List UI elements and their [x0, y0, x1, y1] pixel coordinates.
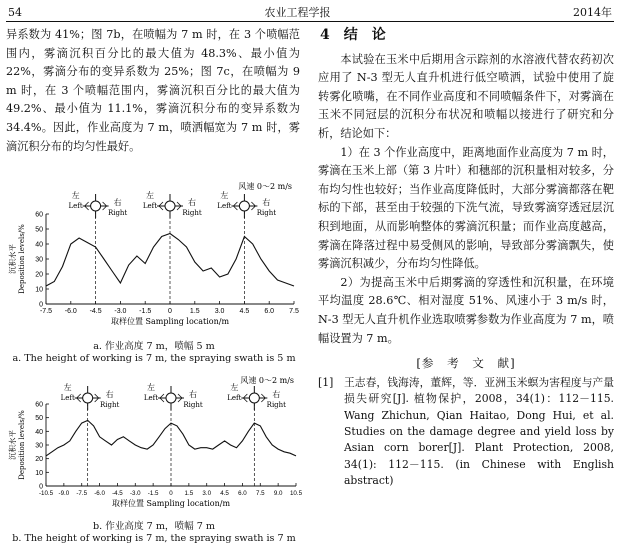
x-tick-label: 6.0 [238, 490, 247, 497]
running-header [8, 4, 612, 20]
header-rule [6, 21, 614, 22]
right-label-en: Right [266, 401, 286, 409]
x-axis-label: 取样位置 Sampling location/m [110, 317, 230, 326]
right-label-en: Right [107, 209, 128, 217]
right-label-cn: 右 [262, 198, 271, 207]
reference-number: [1] [318, 375, 334, 389]
helicopter-icon [231, 194, 257, 218]
x-tick-label: -1.5 [139, 308, 152, 315]
references-heading: [参 考 文 献] [416, 356, 516, 371]
journal-name: 农业工程学报 [264, 6, 331, 19]
x-tick-label: -3.0 [114, 308, 127, 315]
x-tick-label: 4.5 [220, 490, 229, 497]
reference-item [318, 375, 614, 490]
y-axis-label-cn: 沉积水平 [8, 244, 17, 274]
x-tick-label: -4.5 [112, 490, 123, 497]
right-label-en: Right [182, 209, 202, 217]
x-tick-label: 3.0 [214, 308, 225, 315]
helicopter-icon [241, 386, 267, 410]
x-tick-label: 7.5 [255, 490, 265, 497]
helicopter-icon [83, 194, 109, 218]
x-tick-label: 6.0 [264, 308, 275, 315]
left-label-en: Left [68, 202, 83, 210]
x-tick-label: -7.5 [39, 308, 53, 315]
year: 2014年 [573, 6, 612, 19]
left-paragraph: 异系数为 41%；图 7b，在喷幅为 7 m 时，在 3 个喷幅范围内，雾滴沉积百分比的最大值为 48.3%、最小值为 22%，雾滴分布的变异系数为 25%；图 7c，在喷幅为 9 m 时，在 3 个喷幅范围内，雾滴沉积百分比的最大值为 49.2%、最小值为 11.1%，雾滴沉积分布的变异系数为 34.4%。因此，作业高度为 7 m，喷洒幅宽为 7 m 时，雾滴沉积分布的均匀性最好。 [6, 28, 300, 153]
left-label-cn: 左 [220, 191, 229, 200]
y-tick-label: 40 [35, 241, 43, 249]
figure-a [6, 176, 302, 365]
figure-b-caption-en: b. The height of working is 7 m, the spraying swath is 7 m [12, 533, 296, 544]
left-label-cn: 左 [230, 383, 239, 392]
x-tick-label: -6.0 [94, 490, 105, 497]
x-tick-label: -3.0 [129, 490, 141, 497]
left-label-cn: 左 [146, 191, 154, 200]
y-axis-label-en: Deposition levels/% [18, 224, 26, 294]
section-heading: 4 结 论 [320, 27, 386, 43]
helicopter-icon [158, 386, 184, 410]
x-tick-label: 10.5 [289, 490, 302, 497]
x-tick-label: 0 [169, 490, 173, 497]
right-label-en: Right [100, 401, 120, 409]
y-tick-label: 0 [39, 483, 43, 491]
left-label-en: Left [217, 202, 232, 210]
x-tick-label: -1.5 [147, 490, 159, 497]
wind-speed-label: 风速 0～2 m/s [240, 376, 294, 385]
body-circle [249, 393, 259, 403]
right-label-cn: 右 [105, 390, 114, 399]
y-tick-label: 30 [35, 442, 43, 450]
chart-b [6, 370, 302, 521]
left-column [6, 26, 300, 156]
x-tick-label: 1.5 [189, 308, 200, 315]
y-tick-label: 50 [35, 415, 43, 423]
x-tick-label: -6.0 [64, 308, 77, 315]
body-circle [91, 201, 101, 211]
y-tick-label: 60 [35, 211, 43, 219]
x-tick-label: 3.0 [202, 490, 212, 497]
conclusion-point-1: 1）在 3 个作业高度中，距离地面作业高度为 7 m 时，雾滴在玉米上部（第 3 片叶）和穗部的沉积量相对较多，分布均匀性也较好；当作业高度降低时，大部分雾滴都落在靶标的下部，甚至由于较强的下洗气流，导致雾滴穿透冠层沉积到地面，从而影响整体的雾滴沉积量；而作业高度越高，雾滴在降落过程中易受侧风的影响，导致部分雾滴飘失，使雾滴沉积减少，分布均匀性降低。 [318, 145, 614, 271]
figure-b [6, 370, 302, 545]
y-tick-label: 20 [35, 456, 43, 464]
right-label-en: Right [183, 401, 203, 409]
x-tick-label: 9.0 [273, 490, 283, 497]
x-tick-label: 0 [168, 308, 172, 315]
x-tick-label: -7.5 [76, 490, 88, 497]
y-tick-label: 10 [35, 469, 43, 477]
left-label-cn: 左 [71, 191, 80, 200]
right-label-cn: 右 [113, 198, 122, 207]
chart-a [6, 176, 302, 341]
x-tick-label: -4.5 [89, 308, 102, 315]
body-circle [239, 201, 249, 211]
x-tick-label: 7.5 [289, 308, 299, 315]
right-label-en: Right [256, 209, 277, 217]
wind-speed-label: 风速 0～2 m/s [238, 182, 292, 191]
helicopter-icon [157, 194, 183, 218]
conclusion-paragraph: 本试验在玉米中后期用含示踪剂的水溶液代替农药初次应用了 N-3 型无人直升机进行低空喷洒，试验中使用了旋转雾化喷嘴，在不同作业高度和不同喷幅条件下，对雾滴在玉米不同冠层的沉积分布状况和喷幅以接进行了研究和分析，结论如下： [318, 52, 614, 140]
figure-a-caption-en: a. The height of working is 7 m, the spraying swath is 5 m [12, 353, 296, 364]
right-column [318, 26, 614, 490]
left-label-en: Left [227, 394, 242, 402]
left-label-cn: 左 [63, 383, 72, 392]
y-tick-label: 40 [35, 428, 43, 436]
figure-a-caption-cn: a. 作业高度 7 m，喷幅 5 m [93, 341, 215, 352]
x-tick-label: -9.0 [58, 490, 70, 497]
y-tick-label: 0 [39, 301, 43, 309]
x-tick-label: 1.5 [184, 490, 194, 497]
helicopter-icon [75, 386, 101, 410]
x-tick-label: 4.5 [239, 308, 250, 315]
y-axis-label-cn: 沉积水平 [8, 430, 17, 460]
page-number: 54 [8, 5, 22, 19]
figure-b-caption-cn: b. 作业高度 7 m，喷幅 7 m [93, 521, 215, 532]
right-label-cn: 右 [189, 390, 197, 399]
left-label-en: Left [142, 202, 158, 210]
x-tick-label: -10.5 [38, 490, 54, 497]
left-label-en: Left [143, 394, 159, 402]
reference-text: 王志春，钱海涛，董辉，等．亚洲玉米螟为害程度与产量损失研究[J]. 植物保护，2008，34(1)：112－115. Wang Zhichun, Qian Haitao, Dong Hui, et al. Studies on the damage degree and yield loss by Asian corn borer[J]. Plant Protection, 2008, 34(1): 112－115. (in Chinese with English abstract) [344, 375, 614, 488]
y-tick-label: 60 [35, 401, 43, 409]
right-label-cn: 右 [188, 198, 196, 207]
y-axis-label-en: Deposition levels/% [18, 410, 26, 480]
right-label-cn: 右 [272, 390, 281, 399]
body-circle [83, 393, 93, 403]
y-tick-label: 50 [35, 226, 43, 234]
left-label-cn: 左 [147, 383, 155, 392]
y-tick-label: 20 [35, 271, 43, 279]
y-tick-label: 10 [35, 286, 43, 294]
body-circle [165, 201, 175, 211]
conclusion-point-2: 2）为提高玉米中后期雾滴的穿透性和沉积量，在环境平均温度 28.6℃、相对湿度 51%、风速小于 3 m/s 时，N-3 型无人直升机作业选取喷雾参数为作业高度为 7 m，喷幅设置为 7 m。 [318, 275, 614, 345]
body-circle [166, 393, 176, 403]
left-label-en: Left [60, 394, 75, 402]
y-tick-label: 30 [35, 256, 43, 264]
x-axis-label: 取样位置 Sampling location/m [111, 499, 231, 508]
